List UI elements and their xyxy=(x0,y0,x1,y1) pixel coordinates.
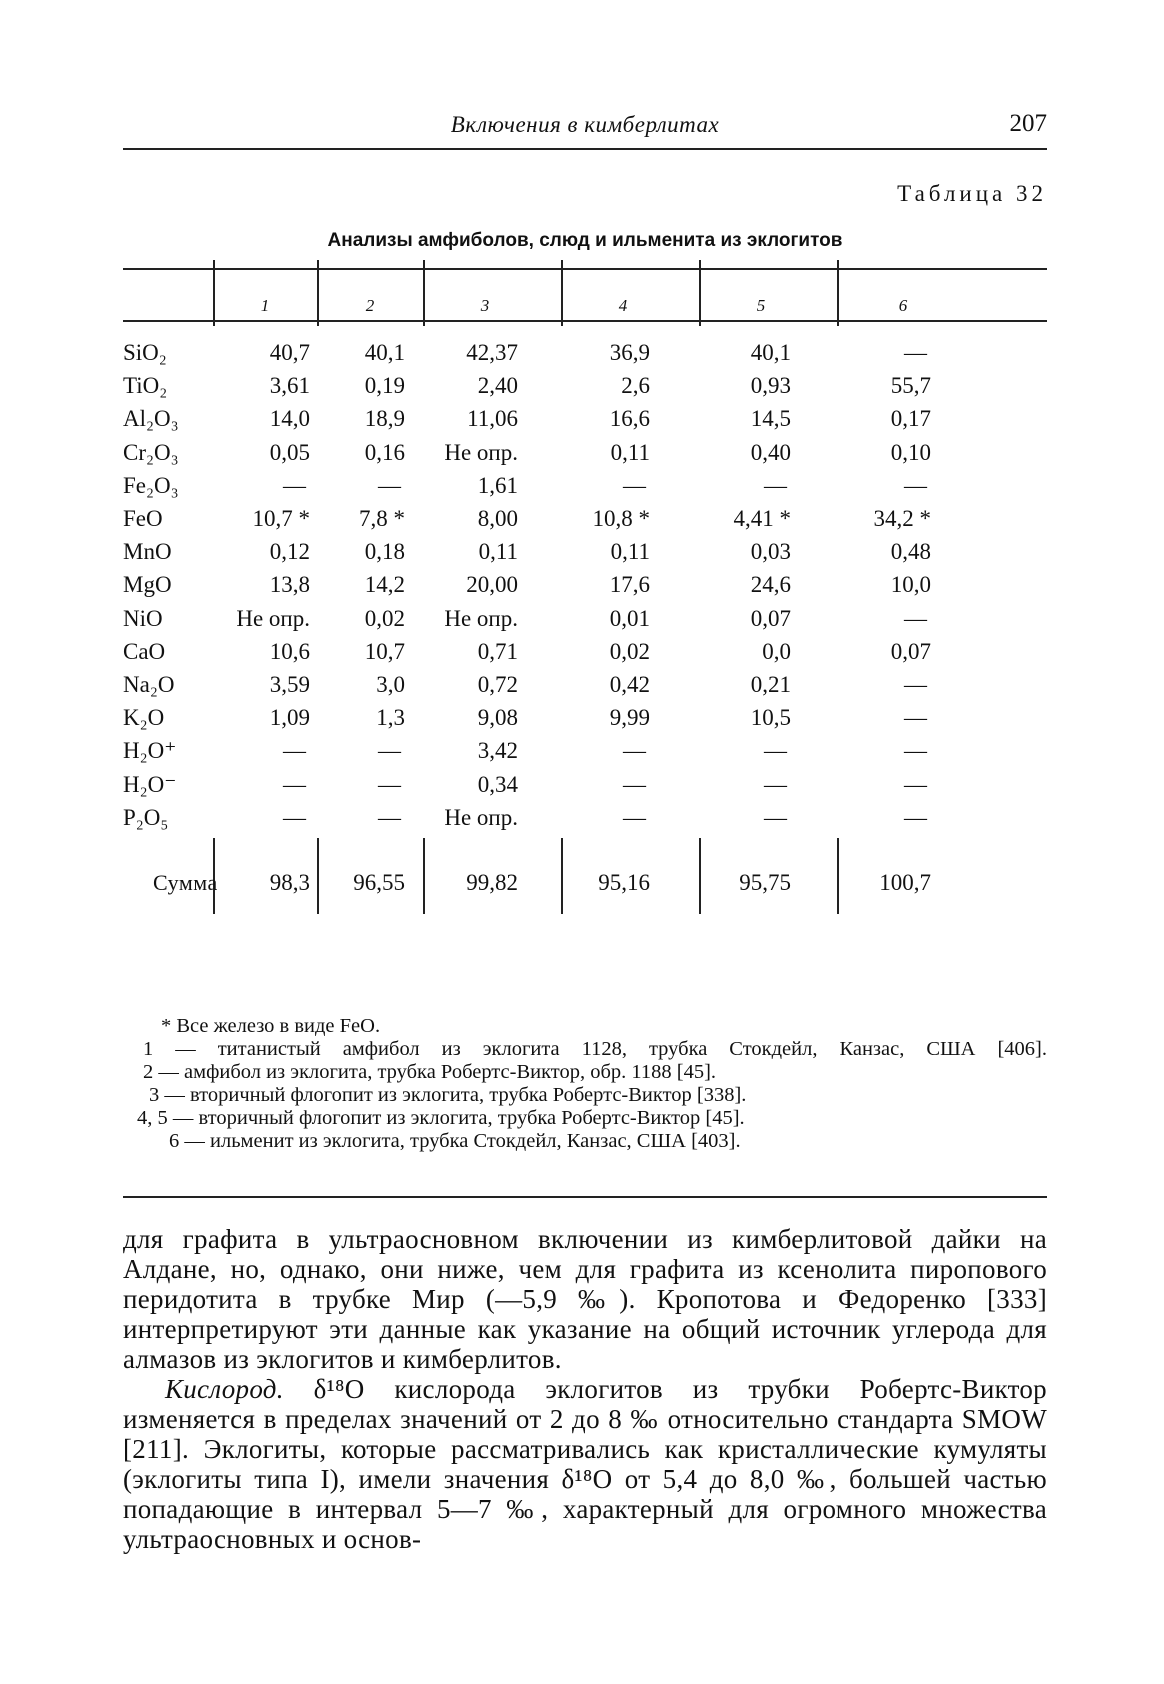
column-header: 3 xyxy=(480,296,490,315)
table-cell: 40,1 xyxy=(750,340,791,365)
table-cell: Не опр. xyxy=(444,804,518,830)
table-cell: — xyxy=(904,804,927,830)
table-cell: 0,34 xyxy=(477,771,518,797)
table-cell: 0,93 xyxy=(750,373,791,399)
table-cell: 0,11 xyxy=(610,539,650,565)
sum-cell: 100,7 xyxy=(879,870,931,895)
table-cell: — xyxy=(904,771,927,797)
sum-cell: 96,55 xyxy=(353,870,405,895)
column-divider xyxy=(561,260,563,326)
table-cell: — xyxy=(623,472,646,498)
table-cell: — xyxy=(378,472,401,498)
table-cell: — xyxy=(904,672,927,697)
row-label: CaO xyxy=(123,638,166,664)
table-cell: 0,01 xyxy=(609,605,650,631)
table-cell: Не опр. xyxy=(444,605,518,631)
table-cell: 1,3 xyxy=(376,705,405,731)
table-cell: 0,42 xyxy=(609,672,650,697)
row-label: H₂O⁻ xyxy=(123,771,177,797)
row-label: Na₂O xyxy=(123,672,175,697)
table-cell: 10,5 xyxy=(750,705,791,731)
table-cell: — xyxy=(378,804,401,830)
table-cell: 1,61 xyxy=(477,472,518,498)
table-cell: — xyxy=(623,738,646,764)
row-label: Al₂O₃ xyxy=(123,406,179,432)
table-cell: 0,18 xyxy=(364,539,405,565)
table-cell: — xyxy=(904,605,927,631)
table-cell: 0,19 xyxy=(364,373,405,399)
table-cell: — xyxy=(378,771,401,797)
column-header: 1 xyxy=(260,296,270,315)
column-divider xyxy=(837,260,839,326)
table-cell: 42,37 xyxy=(466,340,518,365)
row-label: H₂O⁺ xyxy=(123,738,177,764)
table-cell: 9,99 xyxy=(609,705,650,731)
sum-cell: 95,16 xyxy=(598,870,650,895)
table-cell: 55,7 xyxy=(890,373,931,399)
table-cell: 14,0 xyxy=(269,406,310,432)
paragraph-oxygen-text: δ¹⁸O кислорода эклогитов из трубки Робертс-Виктор изменяется в пределах значений от 2 до 8 ‰ относительно стандарта SMOW [211]. Эклогиты, которые рассматривались как кристаллические кумуляты (эклогиты типа I), имели значения δ¹⁸O от 5,4 до 8,0 ‰, большей частью попадающие в интервал 5—7 ‰, характерный для огромного множества ультраосновных и основ- xyxy=(123,1374,1047,1554)
row-label: TiO₂ xyxy=(123,373,168,399)
table-cell: — xyxy=(623,771,646,797)
table-cell: 0,12 xyxy=(269,539,310,565)
table-cell: 13,8 xyxy=(269,572,310,598)
table-cell: — xyxy=(904,340,927,365)
table-cell: 10,6 xyxy=(269,638,310,664)
column-divider xyxy=(317,838,319,914)
table-cell: 18,9 xyxy=(364,406,405,432)
table-cell: — xyxy=(623,804,646,830)
running-head xyxy=(123,108,1047,150)
row-label: MgO xyxy=(123,572,172,598)
table-header-rule xyxy=(123,320,1047,322)
footnote-2: 2 — амфибол из эклогита, трубка Робертс-Виктор, обр. 1188 [45]. xyxy=(143,1061,717,1083)
page-number: 207 xyxy=(1009,110,1047,137)
table-cell: 14,5 xyxy=(750,406,791,432)
column-divider xyxy=(423,260,425,326)
column-divider xyxy=(561,838,563,914)
row-label: FeO xyxy=(123,506,163,531)
table-top-rule xyxy=(123,268,1047,270)
table-cell: 8,00 xyxy=(477,506,518,531)
paragraph-oxygen xyxy=(123,1374,1047,1554)
table-cell: — xyxy=(283,804,306,830)
table-cell: 16,6 xyxy=(609,406,650,432)
footnote-bottom-rule xyxy=(123,1196,1047,1198)
table-cell: — xyxy=(904,738,927,764)
table-cell: 0,05 xyxy=(269,439,310,465)
table-title: Анализы амфиболов, слюд и ильменита из эклогитов xyxy=(327,230,843,251)
sum-cell: 98,3 xyxy=(269,870,310,895)
table-cell: 0,07 xyxy=(890,638,931,664)
row-label: K₂O xyxy=(123,705,165,731)
column-header: 5 xyxy=(756,296,766,315)
body-text xyxy=(123,1224,1047,1554)
table-cell: 14,2 xyxy=(364,572,405,598)
table-label: Таблица 32 xyxy=(897,181,1047,206)
row-label: Fe₂O₃ xyxy=(123,472,179,498)
table-cell: — xyxy=(378,738,401,764)
table-cell: 17,6 xyxy=(609,572,650,598)
table-cell: 10,7 * xyxy=(252,506,310,531)
footnotes xyxy=(123,1015,1047,1153)
sum-label: Сумма xyxy=(153,870,218,895)
table-cell: 7,8 * xyxy=(359,506,405,531)
table-cell: 0,72 xyxy=(477,672,518,697)
footnote-6: 6 — ильменит из эклогита, трубка Стокдейл, Канзас, США [403]. xyxy=(169,1130,741,1152)
table-cell: 20,00 xyxy=(466,572,518,598)
table-cell: 11,06 xyxy=(467,406,518,432)
table-cell: 40,7 xyxy=(269,340,310,365)
paragraph-oxygen-lead: Кислород. xyxy=(165,1374,284,1404)
table-cell: 0,17 xyxy=(890,406,931,432)
column-divider xyxy=(699,838,701,914)
table-cell: 3,42 xyxy=(477,738,518,764)
table-cell: 0,48 xyxy=(890,539,931,565)
table-cell: 0,02 xyxy=(364,605,405,631)
table-cell: 1,09 xyxy=(269,705,310,731)
table-cell: 0,21 xyxy=(750,672,791,697)
row-label: NiO xyxy=(123,605,163,631)
footnote-asterisk: * Все железо в виде FeO. xyxy=(161,1015,381,1037)
table-cell: 3,59 xyxy=(269,672,310,697)
row-label: Cr₂O₃ xyxy=(123,439,179,465)
table-cell: 2,6 xyxy=(621,373,650,399)
sum-cell: 99,82 xyxy=(466,870,518,895)
table-cell: 0,11 xyxy=(478,539,518,565)
running-title: Включения в кимберлитах xyxy=(450,112,720,137)
table-cell: 24,6 xyxy=(750,572,791,598)
table-cell: 0,07 xyxy=(750,605,791,631)
column-header: 6 xyxy=(898,296,908,315)
analysis-table xyxy=(123,268,1047,1002)
column-header: 4 xyxy=(618,296,628,315)
row-label: P₂O₅ xyxy=(123,804,169,830)
row-label: SiO₂ xyxy=(123,340,167,365)
table-cell: 0,71 xyxy=(477,638,518,664)
column-divider xyxy=(837,838,839,914)
column-divider xyxy=(699,260,701,326)
table-cell: 10,0 xyxy=(890,572,931,598)
table-cell: Не опр. xyxy=(236,605,310,631)
table-cell: 3,0 xyxy=(376,672,405,697)
table-cell: 0,0 xyxy=(762,638,791,664)
table-cell: — xyxy=(283,738,306,764)
table-cell: — xyxy=(904,705,927,731)
table-cell: — xyxy=(764,804,787,830)
table-cell: — xyxy=(283,771,306,797)
column-header: 2 xyxy=(365,296,375,315)
table-cell: 4,41 * xyxy=(733,506,791,531)
table-cell: 0,10 xyxy=(890,439,931,465)
sum-cell: 95,75 xyxy=(739,870,791,895)
table-cell: 40,1 xyxy=(364,340,405,365)
table-cell: — xyxy=(764,472,787,498)
table-cell: 9,08 xyxy=(477,705,518,731)
table-cell: 0,03 xyxy=(750,539,791,565)
table-cell: 0,40 xyxy=(750,439,791,465)
table-cell: 0,16 xyxy=(364,439,405,465)
table-cell: 0,11 xyxy=(610,439,650,465)
table-cell: — xyxy=(283,472,306,498)
table-cell: 10,8 * xyxy=(592,506,650,531)
table-cell: 3,61 xyxy=(269,373,310,399)
footnote-1: 1 — титанистый амфибол из эклогита 1128, трубка Стокдейл, Канзас, США [406]. xyxy=(143,1038,1047,1060)
table-cell: — xyxy=(764,738,787,764)
table-cell: 34,2 * xyxy=(873,506,931,531)
column-divider xyxy=(423,838,425,914)
table-cell: — xyxy=(904,472,927,498)
column-divider xyxy=(213,260,215,326)
paragraph-graphite: для графита в ультраосновном включении из кимберлитовой дайки на Алдане, но, однако, они ниже, чем для графита из ксенолита пиропового перидотита в трубке Мир (—5,9 ‰). Кропотова и Федоренко [333] интерпретируют эти данные как указание на общий источник углерода для алмазов из эклогитов и кимберлитов. xyxy=(123,1224,1047,1374)
table-cell: Не опр. xyxy=(444,439,518,465)
table-cell: 10,7 xyxy=(364,638,405,664)
footnote-4-5: 4, 5 — вторичный флогопит из эклогита, трубка Робертс-Виктор [45]. xyxy=(137,1107,745,1129)
row-label: MnO xyxy=(123,539,172,565)
footnote-3: 3 — вторичный флогопит из эклогита, трубка Робертс-Виктор [338]. xyxy=(149,1084,747,1106)
table-cell: 36,9 xyxy=(609,340,650,365)
table-cell: — xyxy=(764,771,787,797)
table-cell: 2,40 xyxy=(477,373,518,399)
table-cell: 0,02 xyxy=(609,638,650,664)
column-divider xyxy=(317,260,319,326)
